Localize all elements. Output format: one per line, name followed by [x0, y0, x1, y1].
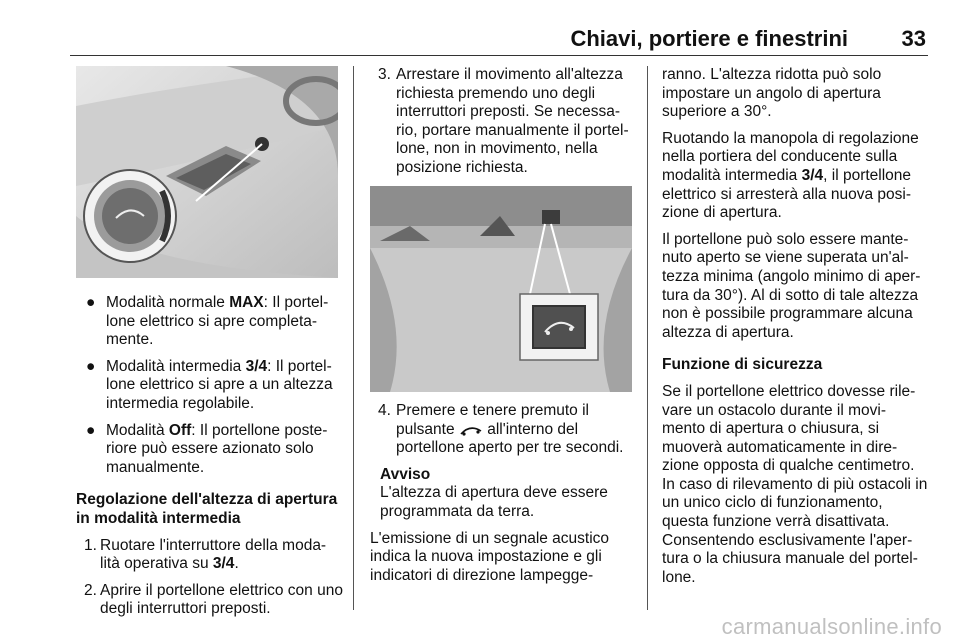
- list-item: ● Modalità intermedia 3/4: Il portel-lone elettrico si apre a un altezza intermedia regolabile.: [86, 357, 333, 412]
- column-3: [662, 66, 928, 595]
- section-heading: Funzione di sicurezza: [662, 356, 823, 374]
- watermark: carmanualsonline.info: [721, 614, 942, 639]
- list-item: 3. Arrestare il movimento all'altezza richiesta premendo uno degli interruttori preposti. Se necessa-rio, portare manualmente il portel-lone, non in movimento, nella posizione richiesta.: [378, 66, 629, 176]
- page-number: 33: [901, 26, 926, 51]
- note-title: Avviso: [380, 465, 431, 483]
- list-item: 1. Ruotare l'interruttore della moda-lità operativa su 3/4.: [84, 536, 327, 573]
- page-header: [70, 0, 928, 56]
- note-text: L'altezza di apertura deve essere programmata da terra.: [380, 484, 608, 520]
- column-divider-1: [353, 66, 354, 610]
- page-title: Chiavi, portiere e finestrini: [570, 26, 848, 51]
- section-heading: Regolazione dell'altezza di apertura in modalità intermedia: [76, 491, 338, 527]
- list-item: ● Modalità normale MAX: Il portel-lone elettrico si apre completa-mente.: [86, 294, 329, 349]
- list-item: 2. Aprire il portellone elettrico con uno degli interruttori preposti.: [84, 581, 343, 618]
- paragraph: Ruotando la manopola di regolazione nella portiera del conducente sulla modalità intermedia 3/4, il portellone elettrico si arresterà alla nuova posi-zione di apertura.: [662, 129, 919, 222]
- tailgate-icon: [459, 424, 483, 436]
- column-2-top: [370, 66, 634, 186]
- column-divider-2: [647, 66, 648, 610]
- paragraph: ranno. L'altezza ridotta può solo impostare un angolo di apertura superiore a 30°.: [662, 66, 882, 121]
- list-item: 4. Premere e tenere premuto il pulsante all'interno del portellone aperto per tre secondi.: [378, 402, 624, 457]
- paragraph: Il portellone può solo essere mante-nuto aperto se viene superata un'al-tezza minima (angolo minimo di aper-tura da 30°). Al di sotto di tale altezza non è possibile programmare alcuna altezza di apertura.: [662, 230, 921, 341]
- paragraph: L'emissione di un segnale acustico indica la nuova impostazione e gli indicatori di direzione lampegge-: [370, 529, 610, 584]
- column-1: [76, 294, 344, 627]
- column-2-bottom: [370, 402, 634, 593]
- tailgate-switch-photo: [370, 186, 632, 392]
- list-item: ● Modalità Off: Il portellone poste-riore può essere azionato solo manualmente.: [86, 421, 328, 476]
- paragraph: Se il portellone elettrico dovesse rile-vare un ostacolo durante il movi-mento di apertura o chiusura, si muoverà automaticamente in dire-zione opposta di qualche centimetro. In caso di rilevamento di più ostacoli in un unico ciclo di funzionamento, questa funzione verrà disattivata. Consentendo esclusivamente l'aper-tura o la chiusura manuale del portel-lone.: [662, 382, 928, 586]
- door-switch-photo: [76, 66, 338, 278]
